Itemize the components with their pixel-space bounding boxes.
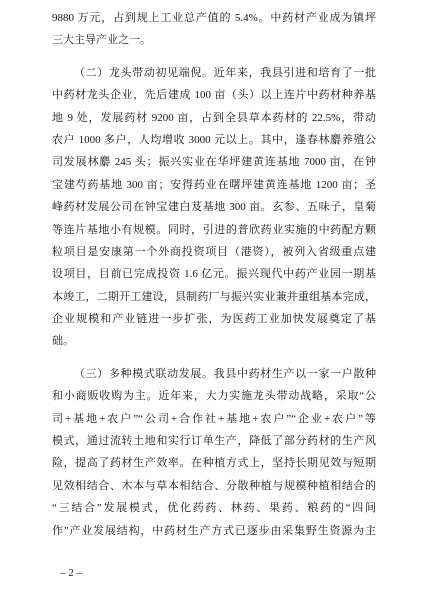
text-line: 和小商贩收购为主。近年来，大力实施龙头带动战略，采取“公 <box>52 390 376 403</box>
body-text <box>52 7 376 542</box>
text-line: 9880 万元，占到规上工业总产值的 5.4%。中药材产业成为镇坪 <box>52 12 376 24</box>
text-line: 地 9 处，发展药材 9200 亩，占到全县草本药材的 22.5%，带动 <box>52 111 376 124</box>
text-line: 作”产业发展结构，中药材生产方式已逐步由采集野生资源为主 <box>52 524 376 537</box>
text-line: 粒项目是安康第一个外商投资项目（港资），被列入省级重点建 <box>52 245 376 258</box>
text-line: 司+基地+农户”“公司+合作社+基地+农户”“企业+农户”等 <box>52 412 376 425</box>
text-line: 险，提高了药材生产效率。在种植方式上，坚持长期见效与短期 <box>52 457 376 470</box>
section-heading-line: （三）多种模式联动发展。我县中药材生产以一家一户散种 <box>74 367 376 380</box>
text-line: 模式，通过流转土地和实行订单生产，降低了部分药材的生产风 <box>52 435 376 448</box>
paragraph-continuation <box>52 7 376 52</box>
paragraph-leading-enterprises <box>52 62 376 353</box>
text-line: 宝建芍药基地 300 亩；安得药业在曙坪建黄连基地 1200 亩；圣 <box>52 178 376 191</box>
page-number: – 2 – <box>60 567 82 579</box>
text-line: 等连片基地小有规模。同时，引进的普欣药业实施的中药配方颗 <box>52 223 376 236</box>
text-line: 农户 1000 多户，人均增收 3000 元以上。其中，逢春林麝养殖公 <box>52 133 376 146</box>
paragraph-multiple-models <box>52 363 376 542</box>
text-line: “三结合”发展模式，优化药药、林药、果药、粮药的“四间 <box>52 502 376 515</box>
section-heading-line: （二）龙头带动初见端倪。近年来，我县引进和培育了一批 <box>74 66 376 79</box>
text-line: 司发展林麝 245 头；振兴实业在华坪建黄连基地 7000 亩，在钟 <box>52 156 376 169</box>
text-line: 本竣工，二期开工建设，县制药厂与振兴实业兼并重组基本完成， <box>52 290 376 303</box>
text-line: 峰药材发展公司在钟宝建白芨基地 300 亩。玄参、五味子，皇菊 <box>52 201 376 214</box>
text-line: 企业规模和产业链进一步扩张，为医药工业加快发展奠定了基 <box>52 313 376 326</box>
text-line: 见效相结合、木本与草本相结合、分散种植与规模种植相结合的 <box>52 479 376 492</box>
text-line: 础。 <box>52 335 74 348</box>
text-line: 中药材龙头企业，先后建成 100 亩（头）以上连片中药材种养基 <box>52 89 376 102</box>
text-line: 三大主导产业之一。 <box>52 34 151 47</box>
text-line: 设项目，目前已完成投资 1.6 亿元。振兴现代中药产业园一期基 <box>52 268 376 281</box>
